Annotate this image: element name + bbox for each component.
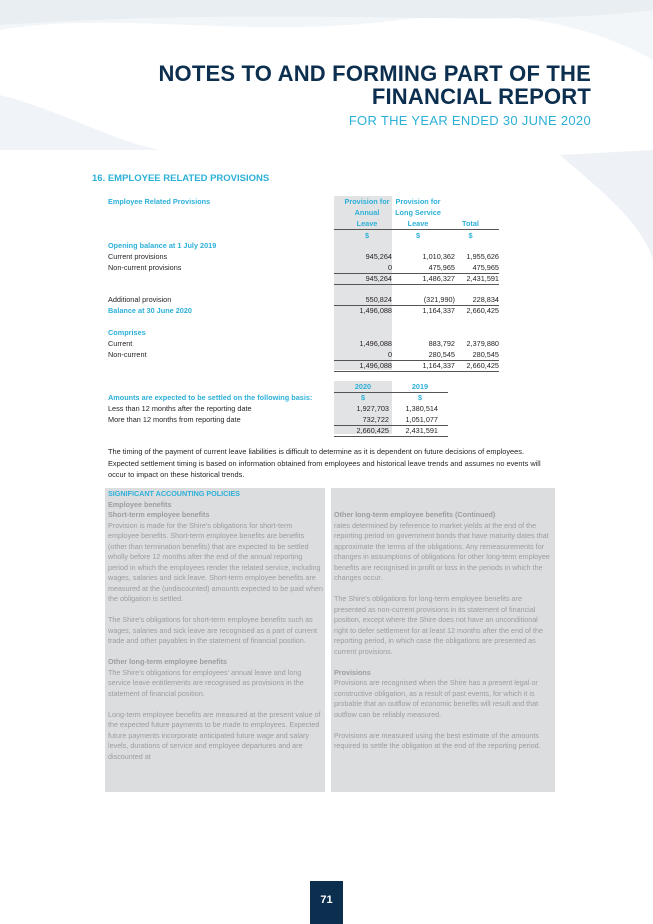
cell-long: 280,545 (428, 350, 455, 359)
long-term-continued-paragraph-1: rates determined by reference to market yields at the end of the reporting period on government bonds that have maturity dates that approximate the terms of the obligations. Any remeasurements for changes in assumptions of obligations for other long-term employee benefits are recognised in profit or loss in the periods in which the changes occur. (334, 520, 550, 582)
table-row (108, 414, 508, 425)
cell-annual: 1,496,088 (359, 361, 392, 370)
cell-2020: 732,722 (362, 415, 389, 424)
cell-long: 1,164,337 (422, 306, 455, 315)
cell-long: (321,990) (423, 295, 455, 304)
cell-total: 2,660,425 (466, 361, 499, 370)
page-number: 71 (310, 881, 343, 924)
table-row (108, 403, 508, 414)
table-row (108, 262, 508, 273)
cell-annual: 550,824 (365, 295, 392, 304)
table-row (108, 294, 508, 305)
col-2019-currency: $ (417, 393, 423, 402)
page-title-line-1: NOTES TO AND FORMING PART OF THE (158, 61, 591, 86)
col-long-header-3: Leave (407, 219, 429, 228)
row-label: Balance at 30 June 2020 (108, 306, 192, 315)
provisions-paragraph-1: Provisions are recognised when the Shire has a present legal or constructive obligation, as a result of past events, for which it is probable that an outflow of economic benefits will result and that outflow can be reliably measured. (334, 678, 539, 719)
cell-annual: 0 (387, 263, 392, 272)
row-label: Non-current (108, 350, 147, 359)
cell-annual: 945,264 (365, 274, 392, 283)
col-total-currency: $ (468, 231, 473, 240)
col-annual-header-3: Leave (356, 219, 378, 228)
cell-2020: 2,660,425 (356, 426, 389, 435)
long-term-continued-paragraph-2: The Shire's obligations for long-term employee benefits are presented as non-current provisions in its statement of financial position, except where the Shire does not have an unconditional right to defer settlement for at least 12 months after the end of the reporting period, in which case the obligations are presented as current provisions. (334, 594, 543, 656)
cell-long: 1,486,327 (422, 274, 455, 283)
cell-long: 1,164,337 (422, 361, 455, 370)
provisions-heading: Provisions (334, 667, 371, 677)
col-long-header-2: Long Service (395, 208, 441, 217)
cell-annual: 0 (387, 350, 392, 359)
row-label: Current provisions (108, 252, 168, 261)
cell-total: 280,545 (472, 350, 499, 359)
row-label: More than 12 months from reporting date (108, 415, 241, 424)
short-term-paragraph-1: Provision is made for the Shire's obligations for short-term employee benefits. Short-term employee benefits are benefits (other than termination benefits) that are expected to be settled wholly before 12 months after the end of the annual reporting period in which the employees render the related service, including wages, salaries and sick leave. Short-term employee benefits are measured at the (undiscounted) amounts expected to be paid when the obligation is settled. (108, 520, 323, 603)
provisions-paragraph-2: Provisions are measured using the best estimate of the amounts required to settle the obligation at the end of the reporting period. (334, 730, 541, 750)
col-annual-currency: $ (364, 231, 370, 240)
cell-annual: 945,264 (365, 252, 392, 261)
cell-long: 1,010,362 (422, 252, 455, 261)
cell-total: 2,431,591 (466, 274, 499, 283)
other-long-term-continued-heading: Other long-term employee benefits (Continued) (334, 510, 496, 519)
col-total-header: Total (462, 219, 479, 228)
provisions-table-label: Employee Related Provisions (108, 197, 211, 206)
comprises-heading: Comprises (108, 328, 146, 337)
table-row (108, 425, 508, 436)
policies-right-column (334, 510, 552, 752)
total-rule (334, 436, 448, 437)
cell-total: 475,965 (472, 263, 499, 272)
col-annual-header-2: Annual (354, 208, 380, 217)
col-long-header-1: Provision for (395, 197, 441, 206)
cell-2019: 2,431,591 (405, 426, 438, 435)
employee-benefits-heading: Employee benefits (108, 499, 172, 509)
settlement-table (108, 381, 508, 436)
subtotal-rule (334, 284, 499, 285)
policies-left-column (108, 489, 323, 762)
provisions-table (108, 196, 508, 371)
cell-total: 1,955,626 (466, 252, 499, 261)
cell-2019: 1,380,514 (405, 404, 438, 413)
cell-long: 475,965 (428, 263, 455, 272)
cell-long: 883,792 (428, 339, 455, 348)
policies-heading: SIGNIFICANT ACCOUNTING POLICIES (108, 489, 240, 498)
table-row (108, 273, 508, 284)
row-label: Less than 12 months after the reporting date (108, 404, 252, 413)
cell-total: 228,834 (472, 295, 499, 304)
page-subtitle: FOR THE YEAR ENDED 30 JUNE 2020 (348, 113, 591, 128)
col-long-currency: $ (415, 231, 421, 240)
row-label: Current (108, 339, 133, 348)
page-title-line-2: FINANCIAL REPORT (371, 84, 591, 109)
other-long-term-heading: Other long-term employee benefits (108, 657, 228, 666)
table-row (108, 251, 508, 262)
opening-balance-heading: Opening balance at 1 July 2019 (108, 241, 217, 250)
cell-2020: 1,927,703 (356, 404, 389, 413)
col-2020-header: 2020 (354, 382, 372, 391)
row-label: Non-current provisions (108, 263, 182, 272)
row-label: Additional provision (108, 295, 172, 304)
table-row (108, 338, 508, 349)
short-term-paragraph-2: The Shire's obligations for short-term employee benefits such as wages, salaries and sick leave are recognised as a part of current trade and other payables in the statement of financial position. (108, 615, 317, 645)
note-paragraph: The timing of the payment of current leave liabilities is difficult to determine as it is dependent on future decisions of employees. Expected settlement timing is based on information obtained from employees and historical leave trends and assumes no events will occur to impact on these historical trends. (108, 447, 541, 479)
table-row (108, 360, 508, 371)
cell-annual: 1,496,088 (359, 339, 392, 348)
short-term-heading: Short-term employee benefits (108, 510, 210, 519)
cell-2019: 1,051,077 (405, 415, 438, 424)
cell-annual: 1,496,088 (359, 306, 392, 315)
col-2019-header: 2019 (411, 382, 429, 391)
settlement-heading: Amounts are expected to be settled on the following basis: (108, 393, 313, 402)
cell-total: 2,379,880 (466, 339, 499, 348)
table-row (108, 305, 508, 316)
section-heading: 16. EMPLOYEE RELATED PROVISIONS (92, 173, 270, 184)
col-annual-header-1: Provision for (344, 197, 390, 206)
total-rule (334, 371, 499, 372)
col-2020-currency: $ (360, 393, 366, 402)
table-row (108, 349, 508, 360)
cell-total: 2,660,425 (466, 306, 499, 315)
long-term-paragraph-1: The Shire's obligations for employees' annual leave and long service leave entitlements are recognised as provisions in the statement of financial position. (108, 667, 304, 698)
long-term-paragraph-2: Long-term employee benefits are measured at the present value of the expected future payments to be made to employees. Expected future payments incorporate anticipated future wage and salary levels, durations of service and employee departures and are discounted at (108, 709, 321, 761)
